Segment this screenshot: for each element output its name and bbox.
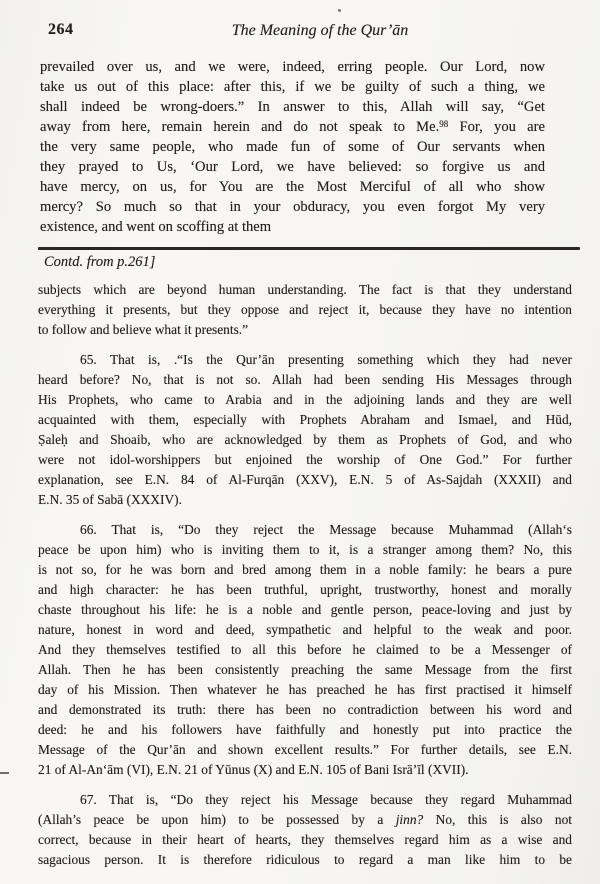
text-line: they prayed to Us, ‘Our Lord, we have believed: so forgive us and	[40, 159, 545, 175]
text-line: 65. That is, .“Is the Qur’ān presenting something which they had never	[80, 352, 572, 367]
text-line: take us out of this place: after this, if we be guilty of such a thing, we	[40, 79, 545, 95]
text-line: peace be upon him) who is inviting them to it, is a stranger among them? No, this	[38, 542, 572, 557]
text-line: Ṣaleḥ and Shoaib, who are acknowledged by them as Prophets of God, and who	[38, 432, 572, 447]
text-line: deed: he and his followers have faithfully and honestly put into practice the	[38, 722, 572, 737]
text-line: mercy? So much so that in your obduracy, you even forgot My very	[40, 199, 545, 215]
text-line: acquainted with them, especially with Prophets Abraham and Ismael, and Hūd,	[38, 412, 572, 427]
text-line: 67. That is, “Do they reject his Message because they regard Muhammad	[80, 792, 572, 807]
commentary-section	[38, 280, 572, 880]
text-line: heard before? No, that is not so. Allah had been sending His Messages through	[38, 372, 572, 387]
text-line: nature, honest in word and deed, sympathetic and helpful to the weak and poor.	[38, 622, 572, 637]
text-line: Message of the Qur’ān and shown excellent results.” For further details, see E.N.	[38, 742, 572, 757]
text-line: correct, because in their heart of hearts, they themselves regard him as a wise and	[38, 832, 572, 847]
page-number: 264	[48, 21, 74, 38]
text-line: shall indeed be wrong-doers.” In answer to this, Allah will say, “Get	[40, 99, 545, 115]
text-line: (Allah’s peace be upon him) to be possessed by a jinn? No, this is also not	[38, 812, 572, 827]
running-title: The Meaning of the Qur’ān	[231, 22, 409, 39]
scan-artifact-dash	[0, 772, 9, 774]
note-65	[38, 350, 572, 510]
text-line: sagacious person. It is therefore ridiculous to regard a man like him to be	[38, 852, 572, 867]
text-line: is not so, for he was born and bred among them in a noble family: he bears a pure	[38, 562, 572, 577]
text-line: prevailed over us, and we were, indeed, erring people. Our Lord, now	[40, 59, 545, 75]
text-line: 66. That is, “Do they reject the Message because Muhammad (Allah‘s	[80, 522, 572, 537]
continuation-note: Contd. from p.261]	[44, 254, 156, 270]
text-line: were not idol-worshippers but enjoined the worship of One God.” For further	[38, 452, 572, 467]
text-line: to follow and believe what it presents.”	[38, 322, 249, 337]
text-line: and demonstrated its truth: there has been no contradiction between his word and	[38, 702, 572, 717]
text-line: day of his Mission. Then whatever he has preached he has first practised it himself	[38, 682, 572, 697]
note-67	[38, 790, 572, 870]
section-divider-rule	[38, 247, 580, 250]
text-line: And they themselves testified to all this before he claimed to be a Messenger of	[38, 642, 572, 657]
text-line: Allah. Then he has been consistently preaching the same Message from the first	[38, 662, 572, 677]
text-line: existence, and went on scoffing at them	[40, 219, 272, 235]
scan-artifact-dot	[338, 9, 341, 12]
text-line: everything it presents, but they oppose and reject it, because they have no intention	[38, 302, 572, 317]
translation-paragraph	[40, 57, 545, 237]
text-line: the very same people, who made fun of some of Our servants when	[40, 139, 545, 155]
text-line: have mercy, on us, for You are the Most Merciful of all who show	[40, 179, 545, 195]
text-line: and high character: he has been truthful, upright, trustworthy, honest and morally	[38, 582, 572, 597]
continuation-paragraph	[38, 280, 572, 340]
footnote-reference: 98	[439, 119, 449, 129]
text-line: chaste throughout his life: he is a noble and gentle person, peace-loving and just by	[38, 602, 572, 617]
text-line: subjects which are beyond human understanding. The fact is that they understand	[38, 282, 572, 297]
text-line: away from here, remain herein and do not speak to Me.$^{98}$ For, you are	[40, 119, 545, 135]
note-66	[38, 520, 572, 780]
text-line: 21 of Al-An‘ām (VI), E.N. 21 of Yūnus (X) and E.N. 105 of Bani Isrā’īl (XVII).	[38, 762, 469, 777]
text-line: E.N. 35 of Sabā (XXXIV).	[38, 492, 182, 507]
text-line: explanation, see E.N. 84 of Al-Furqān (XXV), E.N. 5 of As-Sajdah (XXXII) and	[38, 472, 572, 487]
text-line: His Prophets, who came to Arabia and in the adjoining lands and they are well	[38, 392, 572, 407]
